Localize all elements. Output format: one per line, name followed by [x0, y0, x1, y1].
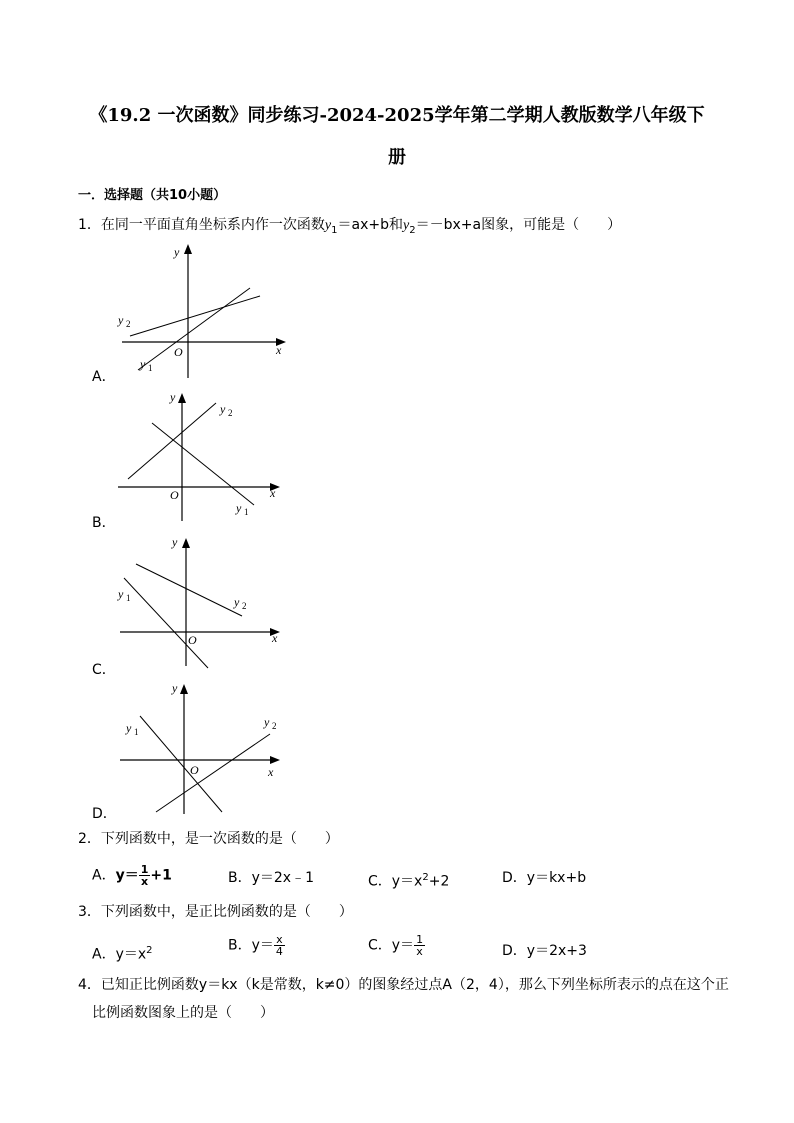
graph-a-y1-label: y: [140, 357, 146, 371]
graph-a: [110, 240, 290, 380]
graph-d-x-label: x: [268, 765, 274, 779]
q1-expr1: ＝ax+b: [337, 217, 389, 233]
option-2a-fraction: [139, 864, 151, 887]
option-2a-numerator: 1: [140, 863, 149, 876]
option-3b-fraction: [274, 934, 285, 957]
graph-a-x-label: x: [276, 343, 282, 357]
q1-and: 和: [389, 217, 403, 233]
graph-b-y1-label: y: [236, 501, 242, 515]
document-title-line-2: 册: [388, 147, 406, 168]
option-1c-label: C．: [92, 662, 116, 678]
graph-c-y2-sub: 2: [242, 601, 247, 611]
graph-c-origin: O: [188, 633, 197, 647]
graph-d-y2-sub: 2: [272, 721, 277, 731]
option-3a: [92, 941, 153, 965]
option-3d: D．y＝2x+3: [502, 943, 587, 959]
q1-y2-symbol: y: [403, 218, 410, 233]
q1-y2-subscript: 2: [409, 224, 416, 236]
option-3a-sup: 2: [146, 945, 153, 956]
document-title-line-1: 《19.2 一次函数》同步练习-2024-2025学年第二学期人教版数学八年级下: [89, 105, 705, 126]
graph-a-y1-sub: 1: [148, 363, 153, 373]
option-3a-pre: A．y＝x: [92, 946, 147, 963]
option-3c-numerator: 1: [416, 933, 424, 946]
option-2c-sup: 2: [422, 872, 429, 883]
graph-b-y2-label: y: [220, 402, 226, 416]
graph-b-x-label: x: [270, 486, 276, 500]
section-heading: 一．选择题（共10小题）: [78, 188, 227, 203]
graph-c-x-label: x: [272, 631, 278, 645]
option-2a-label: A．: [92, 867, 116, 884]
option-2a: [92, 864, 172, 887]
question-1-stem: [78, 215, 621, 241]
option-2a-pre: y＝: [115, 867, 139, 884]
option-2a-denominator: x: [140, 875, 149, 888]
option-3b-pre: B．y＝: [228, 937, 274, 954]
option-2b: B．y＝2x﹣1: [228, 870, 314, 886]
option-2d: D．y＝kx+b: [502, 870, 587, 886]
question-1-number: 1．: [78, 217, 101, 233]
graph-a-y-label: y: [174, 245, 180, 259]
graph-d-y2-label: y: [264, 715, 270, 729]
graph-c-y-label: y: [172, 535, 178, 549]
graph-b-y-label: y: [170, 390, 176, 404]
option-1a-label: A．: [92, 369, 116, 385]
graph-d-origin: O: [190, 763, 199, 777]
graph-a-y2-sub: 2: [126, 319, 131, 329]
option-3b-numerator: x: [274, 934, 285, 946]
option-3c-fraction: [414, 934, 425, 957]
option-3b-denominator: 4: [275, 945, 283, 958]
question-3-stem: 3．下列函数中，是正比例函数的是（ ）: [78, 904, 353, 920]
graph-c-y2-label: y: [234, 595, 240, 609]
question-1-text-b: 图象，可能是（ ）: [481, 217, 622, 233]
graph-c-y1-sub: 1: [126, 593, 131, 603]
option-2c-pre: C．y＝x: [368, 873, 423, 890]
graph-b-y2-sub: 2: [228, 408, 233, 418]
graph-a-origin: O: [174, 345, 183, 359]
question-1-text-a: 在同一平面直角坐标系内作一次函数: [100, 217, 325, 233]
graph-b-y1-sub: 1: [244, 507, 249, 517]
graph-b-origin: O: [170, 488, 179, 502]
graph-b: [110, 385, 290, 525]
graph-d: [110, 676, 290, 816]
q1-expr2: ＝－bx+a: [415, 217, 482, 233]
graph-a-y2-label: y: [118, 313, 124, 327]
graph-c: [110, 530, 290, 670]
graph-c-y1-label: y: [118, 587, 124, 601]
option-2a-post: +1: [150, 867, 172, 884]
option-1d-label: D．: [92, 806, 117, 822]
option-3c: [368, 934, 425, 957]
question-4-line-1: 4．已知正比例函数y＝kx（k是常数，k≠0）的图象经过点A（2，4），那么下列坐标所表示的点在这个正: [78, 977, 729, 993]
option-3c-denominator: x: [416, 945, 423, 958]
graph-d-y1-label: y: [126, 721, 132, 735]
graph-d-y1-sub: 1: [134, 727, 139, 737]
option-1b-label: B．: [92, 515, 116, 531]
question-4-line-2: 比例函数图象上的是（ ）: [92, 1005, 274, 1021]
q1-y1-subscript: 1: [331, 224, 338, 236]
option-3b: [228, 934, 285, 957]
question-2-stem: 2．下列函数中，是一次函数的是（ ）: [78, 831, 339, 847]
option-2c-post: +2: [428, 873, 450, 890]
option-2c: [368, 868, 449, 892]
q1-y1-symbol: y: [324, 218, 332, 233]
option-3c-pre: C．y＝: [368, 937, 415, 954]
graph-d-y-label: y: [172, 681, 178, 695]
